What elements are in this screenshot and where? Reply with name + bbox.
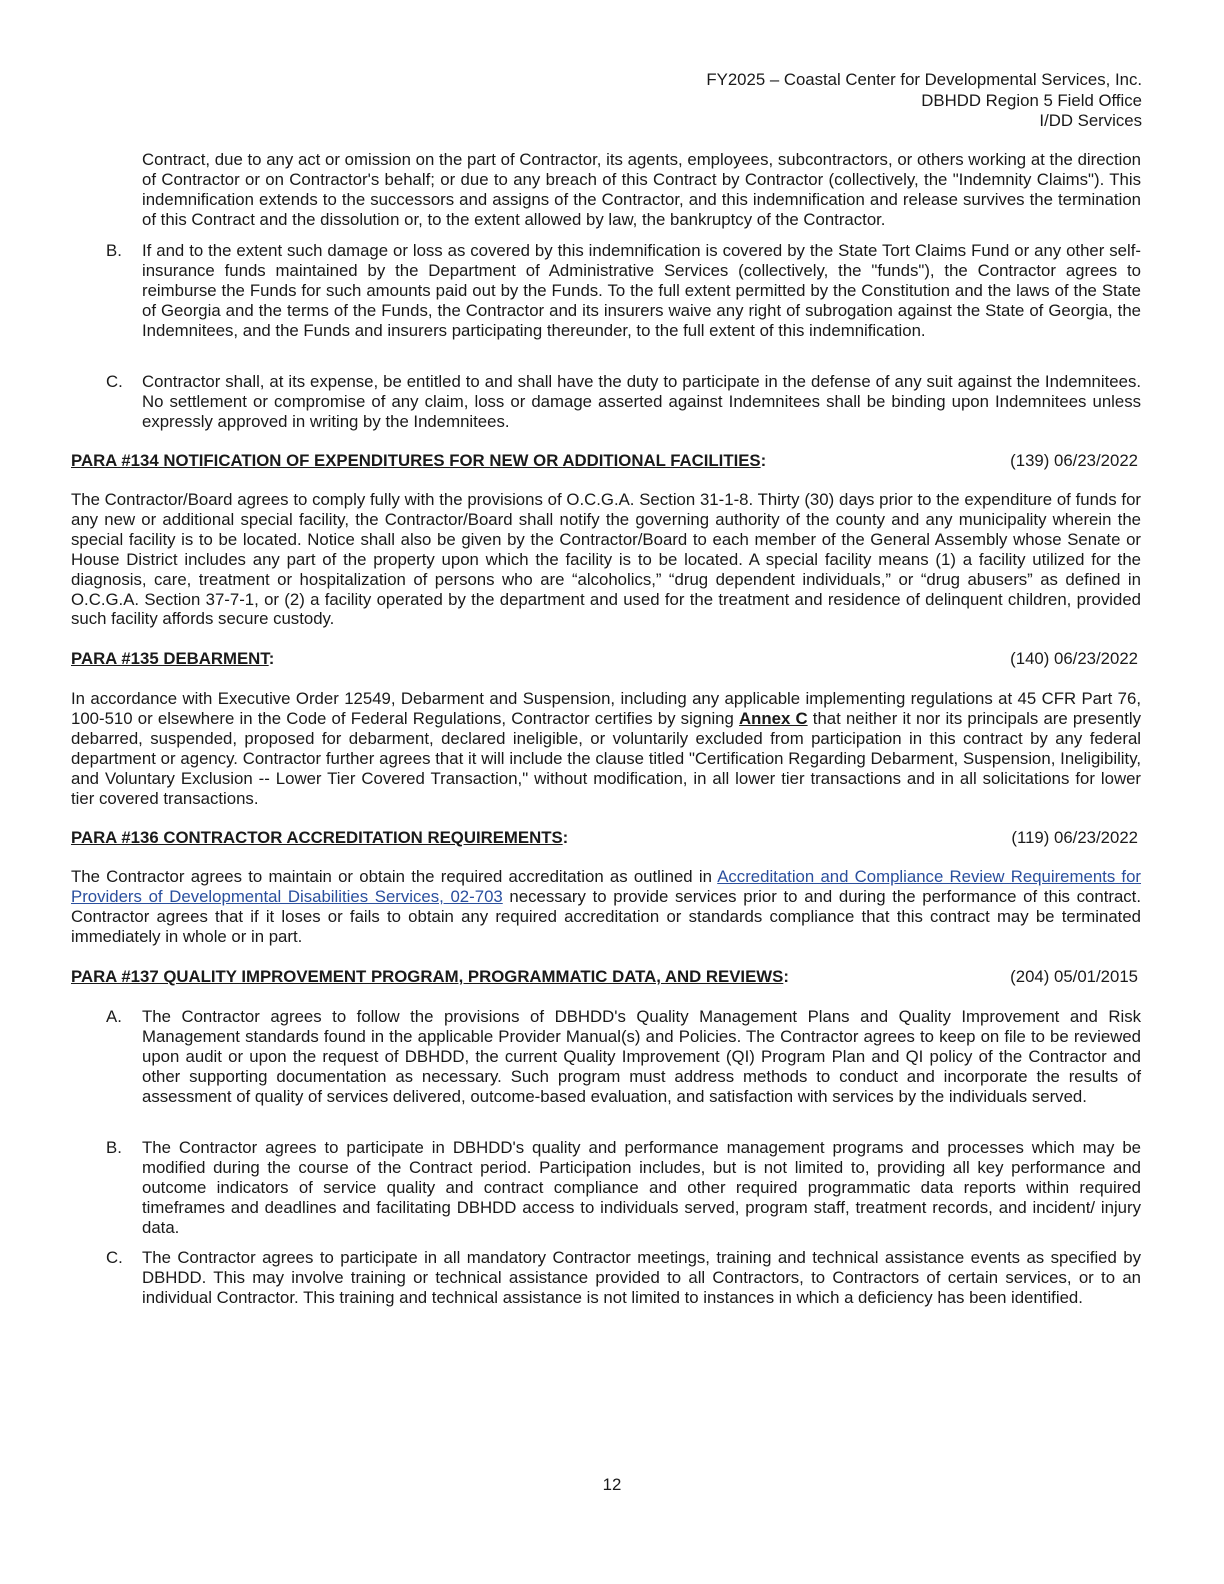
heading-colon: : bbox=[268, 649, 275, 668]
list-item-text: Contractor shall, at its expense, be entitled to and shall have the duty to participate in the defense of any suit against the Indemnitees. No settlement or compromise of any claim, loss or damage asserted against Indemnitees shall be binding upon Indemnitees unless expressly approved in writing by the Indemnitees. bbox=[142, 372, 1141, 431]
heading-colon: : bbox=[760, 451, 767, 470]
para-135-revision-date: (140) 06/23/2022 bbox=[1010, 649, 1138, 668]
list-item-text: The Contractor agrees to participate in all mandatory Contractor meetings, training and technical assistance events as specified by DBHDD. This may involve training or technical assistance provided to all Contractors, to Contractors of certain services, or to an individual Contractor. This training and technical assistance is not limited to instances in which a deficiency has been identified. bbox=[142, 1248, 1141, 1307]
para-134-title: PARA #134 NOTIFICATION OF EXPENDITURES FOR NEW OR ADDITIONAL FACILITIES bbox=[71, 451, 761, 470]
para-134-body: The Contractor/Board agrees to comply fully with the provisions of O.C.G.A. Section 31-1-8. Thirty (30) days prior to the expenditure of funds for any new or additional special facility, the Contractor/Board shall notify the governing authority of the county and any municipality wherein the special facility is to be located. Notice shall also be given by the Contractor/Board to each member of the General Assembly whose Senate or House District includes any part of the property upon which the facility is to be located. A special facility means (1) a facility utilized for the diagnosis, care, treatment or hospitalization of persons who are “alcoholics,” “drug dependent individuals,” or “drug abusers” as defined in O.C.G.A. Section 37-7-1, or (2) a facility operated by the department and used for the treatment and residence of delinquent children, provided such facility affords secure custody. bbox=[71, 490, 1141, 629]
para-135-title: PARA #135 DEBARMENT bbox=[71, 649, 269, 668]
para-135-text-before: In accordance with Executive Order 12549, Debarment and Suspension, including any applicable implementing regulations at 45 CFR Part 76, 100-510 or elsewhere in the Code of Federal Regulations, Contractor certifies by signing bbox=[71, 689, 1141, 728]
header-office-line: DBHDD Region 5 Field Office bbox=[921, 90, 1142, 110]
para-137-heading bbox=[71, 967, 1141, 987]
para-134-revision-date: (139) 06/23/2022 bbox=[1010, 451, 1138, 470]
para-137-title: PARA #137 QUALITY IMPROVEMENT PROGRAM, PROGRAMMATIC DATA, AND REVIEWS bbox=[71, 967, 784, 986]
para-136-text-before: The Contractor agrees to maintain or obtain the required accreditation as outlined in bbox=[71, 867, 718, 886]
para-135-body bbox=[71, 689, 1141, 808]
para-136-body bbox=[71, 867, 1141, 947]
list-letter: C. bbox=[106, 372, 123, 391]
para-136-heading bbox=[71, 828, 1141, 848]
header-services-line: I/DD Services bbox=[1039, 111, 1142, 130]
heading-colon: : bbox=[562, 828, 569, 847]
list-item-text: The Contractor agrees to follow the provisions of DBHDD's Quality Management Plans and Quality Improvement and Risk Management standards found in the applicable Provider Manual(s) and Policies. The Contractor agrees to keep on file to be reviewed upon audit or upon the request of DBHDD, the current Quality Improvement (QI) Program Plan and QI policy of the Contractor and other supporting documentation as necessary. Such program must address methods to conduct and incorporate the results of assessment of quality of services delivered, outcome-based evaluation, and satisfaction with services by the individuals served. bbox=[142, 1007, 1141, 1106]
annex-c-reference: Annex C bbox=[739, 708, 808, 728]
list-item-text: The Contractor agrees to participate in DBHDD's quality and performance management programs and processes which may be modified during the course of the Contract period. Participation includes, but is not limited to, providing all key performance and outcome indicators of service quality and contract compliance and other required programmatic data reports within required timeframes and deadlines and facilitating DBHDD access to individuals served, program staff, treatment records, and incident/ injury data. bbox=[142, 1138, 1141, 1237]
accreditation-requirements-link[interactable]: Accreditation and Compliance Review Requirements for Providers of Developmental Disabilities Services, 02-703 bbox=[71, 867, 1142, 906]
para-137-revision-date: (204) 05/01/2015 bbox=[1010, 967, 1138, 986]
page-header bbox=[706, 70, 1142, 132]
list-letter: B. bbox=[106, 241, 122, 260]
list-letter: C. bbox=[106, 1248, 123, 1267]
page-number: 12 bbox=[602, 1475, 622, 1494]
para-136-title: PARA #136 CONTRACTOR ACCREDITATION REQUIREMENTS bbox=[71, 828, 563, 847]
para-135-heading bbox=[71, 649, 1141, 669]
para-136-revision-date: (119) 06/23/2022 bbox=[1011, 828, 1138, 847]
header-fiscal-year-line: FY2025 – Coastal Center for Developmental Services, Inc. bbox=[706, 70, 1142, 89]
para-134-heading bbox=[71, 451, 1141, 471]
list-item-text: If and to the extent such damage or loss as covered by this indemnification is covered by the State Tort Claims Fund or any other self-insurance funds maintained by the Department of Administrative Services (collectively, the "funds"), the Contractor agrees to reimburse the Funds for such amounts paid out by the Funds. To the full extent permitted by the Constitution and the laws of the State of Georgia and the terms of the Funds, the Contractor and its insurers waive any right of subrogation against the State of Georgia, the Indemnitees, and the Funds and insurers participating thereunder, to the full extent of this indemnification. bbox=[142, 241, 1141, 340]
heading-colon: : bbox=[783, 967, 789, 986]
indemnity-continuation-paragraph: Contract, due to any act or omission on the part of Contractor, its agents, employees, subcontractors, or others working at the direction of Contractor or on Contractor's behalf; or due to any breach of this Contract by Contractor (collectively, the "Indemnity Claims"). This indemnification extends to the successors and assigns of the Contractor, and this indemnification and release survives the termination of this Contract and the dissolution or, to the extent allowed by law, the bankruptcy of the Contractor. bbox=[142, 150, 1141, 229]
para-135-text-after: that neither it nor its principals are presently debarred, suspended, proposed for debarment, declared ineligible, or voluntarily excluded from participation in this contract by any federal department or agency. Contractor further agrees that it will include the clause titled "Certification Regarding Debarment, Suspension, Ineligibility, and Voluntary Exclusion -- Lower Tier Covered Transaction," without modification, in all lower tier transactions and in all solicitations for lower tier covered transactions. bbox=[71, 708, 1141, 808]
list-letter: A. bbox=[106, 1007, 122, 1026]
list-letter: B. bbox=[106, 1138, 122, 1157]
para-136-text-after: necessary to provide services prior to and during the performance of this contract. Contractor agrees that if it loses or fails to obtain any required accreditation or standards compliance that this contract may be terminated immediately in whole or in part. bbox=[71, 886, 1141, 946]
